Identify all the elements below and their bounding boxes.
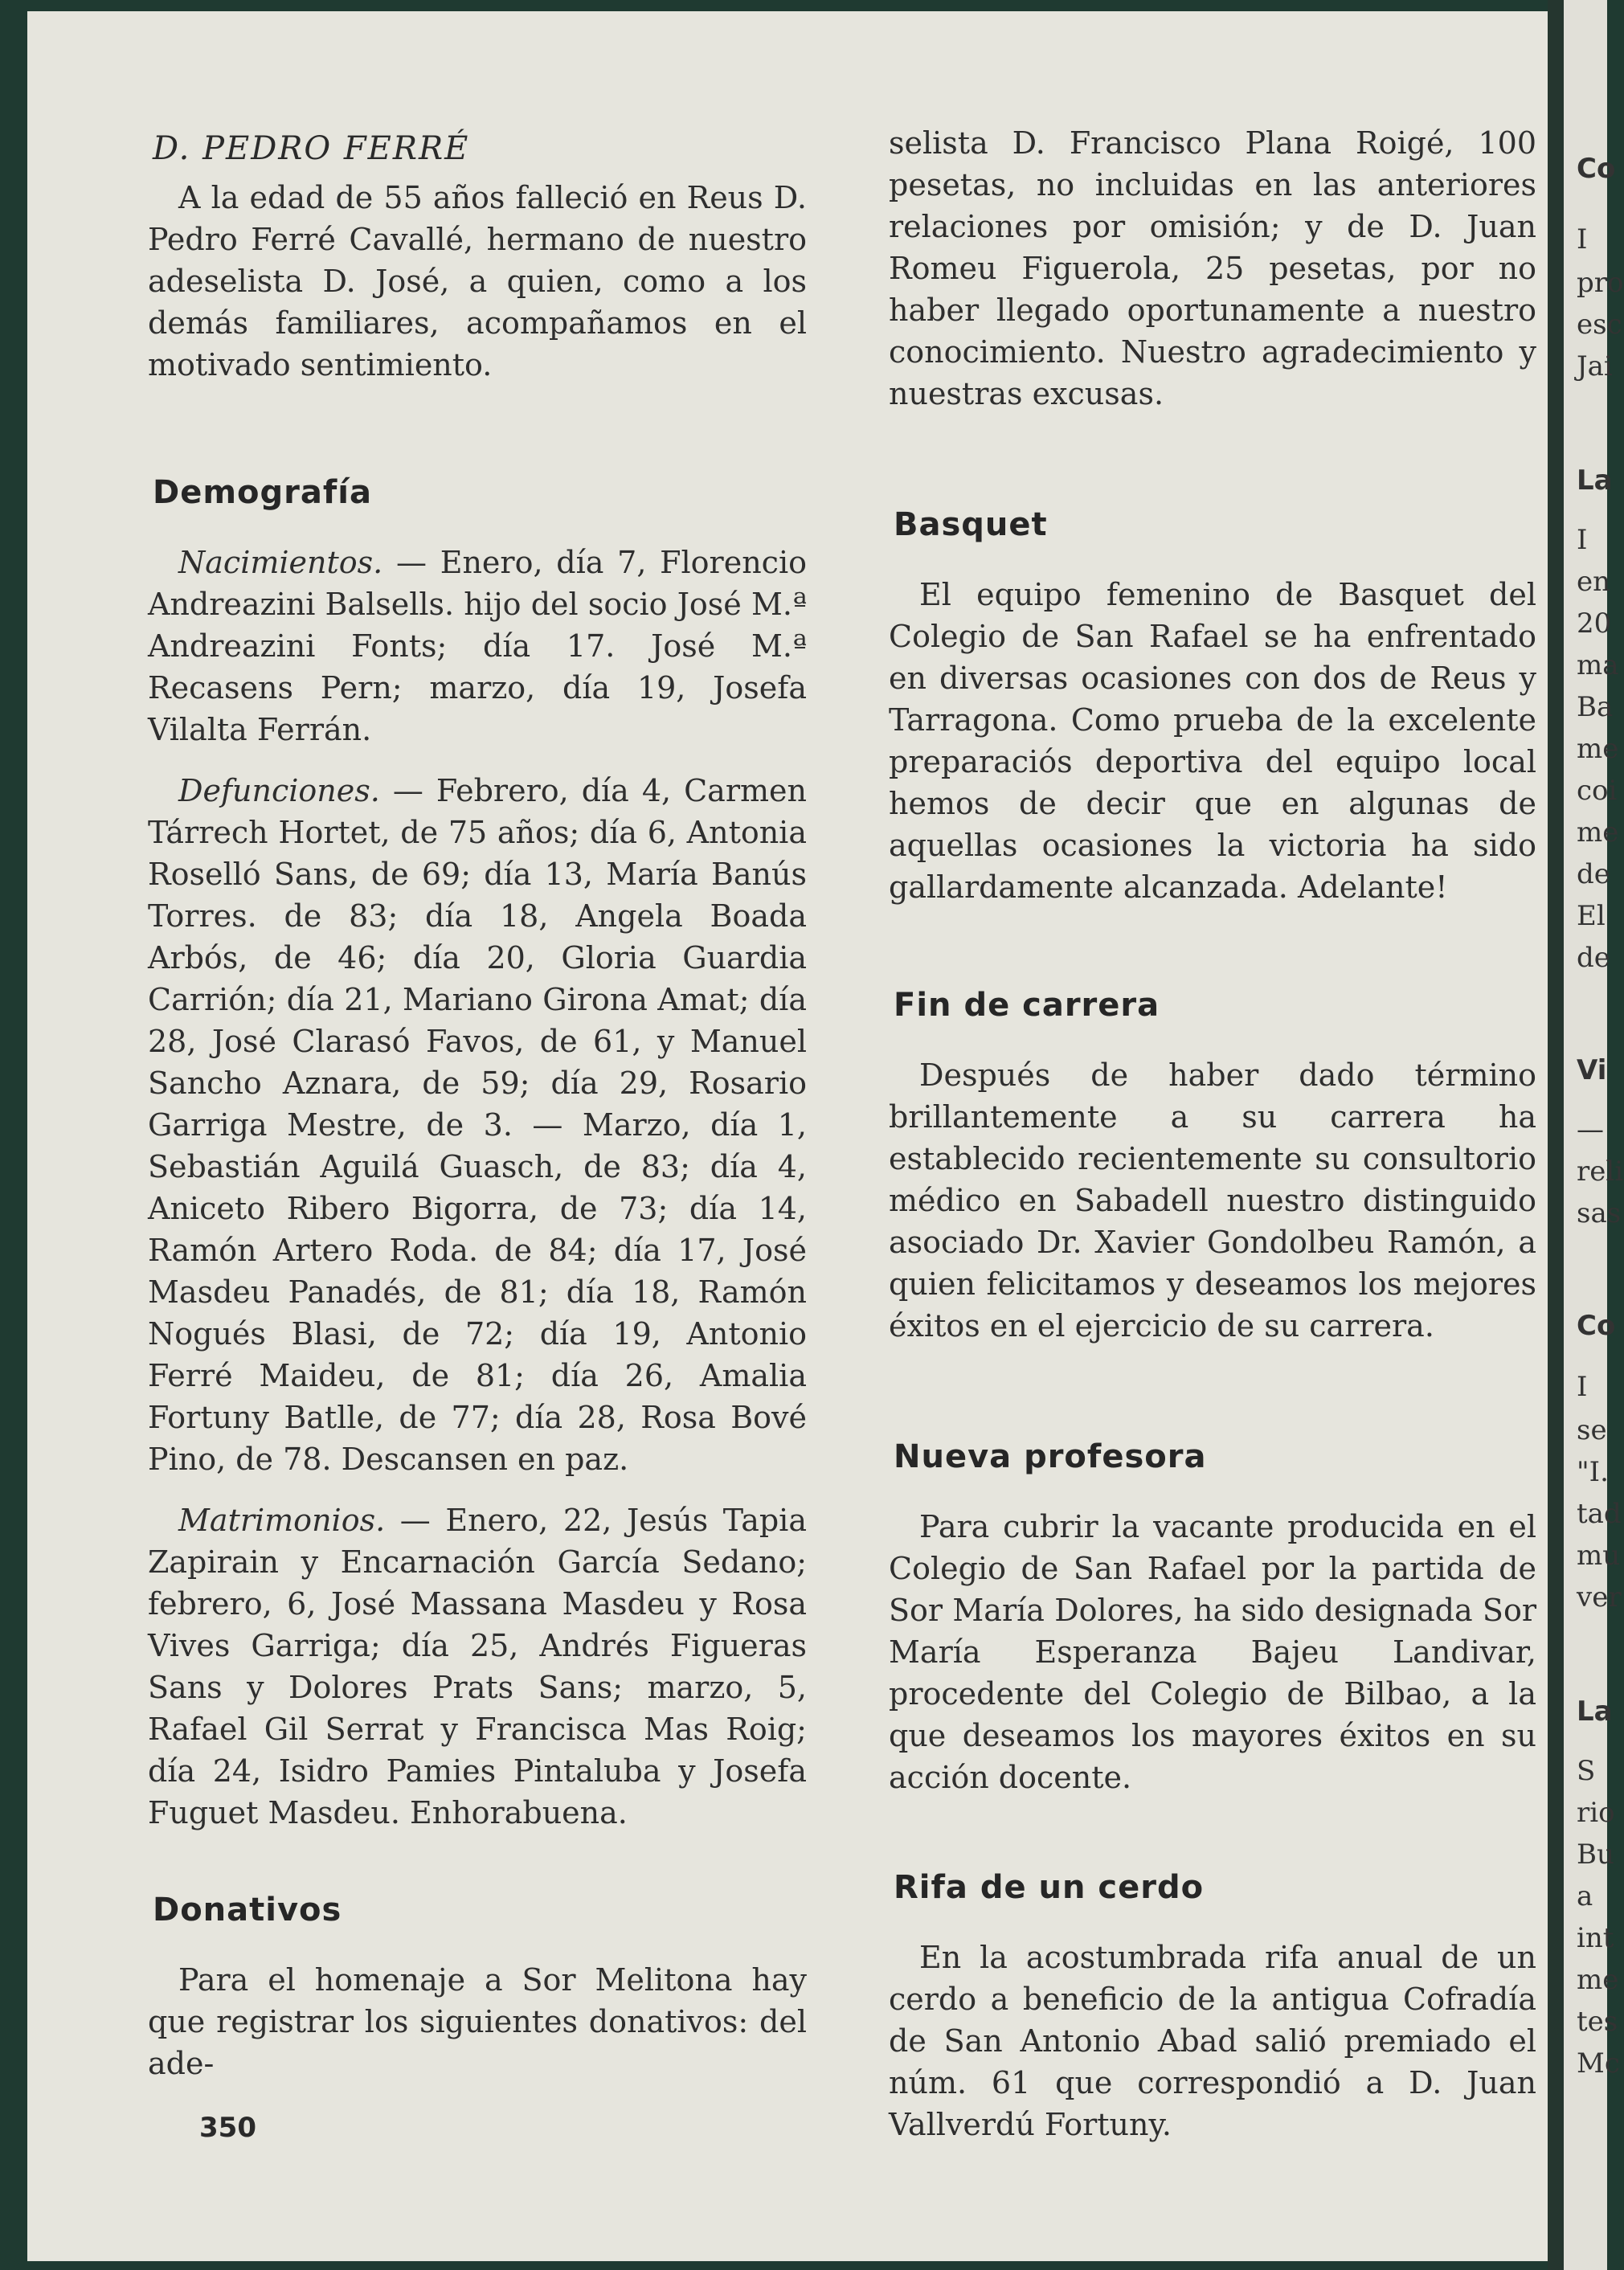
fin-de-carrera-heading: Fin de carrera [894, 987, 1160, 1024]
right-edge-fragment: mu [1577, 1540, 1621, 1572]
right-edge-fragment: a [1577, 1880, 1593, 1912]
right-edge-fragment: S [1577, 1755, 1596, 1787]
right-edge-fragment: Bu [1577, 1838, 1614, 1871]
matrimonios-lead: Matrimonios. [178, 1503, 386, 1538]
demografia-heading: Demografía [153, 474, 372, 511]
left-column [148, 122, 807, 2104]
right-edge-fragment: tad [1577, 1498, 1622, 1530]
right-page-edge [1564, 0, 1624, 2270]
right-edge-fragment: de [1577, 858, 1610, 890]
obituary-text: A la edad de 55 años falleció en Reus D. Pedro Ferré Cavallé, hermano de nuestro adeselista D. José, a quien, como a los demás familiares, acompañamos en el motivado sentimiento. [148, 180, 807, 382]
right-edge-fragment: I [1577, 524, 1588, 556]
fin-de-carrera-text: Después de haber dado término brillantemente a su carrera ha establecido recientemente su consultorio médico en Sabadell nuestro distinguido asociado Dr. Xavier Gondolbeu Ramón, a quien felicitamos y deseamos los mejores éxitos en el ejercicio de su carrera. [889, 1057, 1536, 1344]
right-edge-fragment: me [1577, 733, 1619, 765]
right-edge-fragment: I [1577, 1371, 1588, 1403]
middle-column [889, 122, 1536, 2165]
right-edge-fragment: — [1577, 1114, 1604, 1146]
donativos-continuation: selista D. Francisco Plana Roigé, 100 pesetas, no incluidas en las anteriores relaciones por omisión; y de D. Juan Romeu Figuerola, 25 pesetas, por no haber llegado oportunamente a nuestro conocimiento. Nuestro agradecimiento y nuestras excusas. [889, 125, 1536, 411]
rifa-heading: Rifa de un cerdo [894, 1869, 1205, 1906]
defunciones-paragraph [148, 770, 807, 1480]
right-edge-fragment: rio [1577, 1797, 1615, 1829]
right-edge-fragment: tes [1577, 2006, 1618, 2038]
donativos-text: Para el homenaje a Sor Melitona hay que registrar los siguientes donativos: del ade- [148, 1962, 807, 2081]
matrimonios-text: — Enero, 22, Jesús Tapia Zapirain y Encarnación García Sedano; febrero, 6, José Massana Masdeu y Rosa Vives Garriga; día 25, Andrés Figueras Sans y Dolores Prats Sans; marzo, 5, Rafael Gil Serrat y Francisca Mas Roig; día 24, Isidro Pamies Pintaluba y Josefa Fuguet Masdeu. Enhorabuena. [148, 1503, 807, 1830]
right-edge-fragment: Co [1577, 153, 1616, 185]
nueva-profesora-text: Para cubrir la vacante producida en el Colegio de San Rafael por la partida de Sor María Dolores, ha sido designada Sor María Esperanza Bajeu Landivar, procedente del Colegio de Bilbao, a la que deseamos los mayores éxitos en su acción docente. [889, 1509, 1536, 1795]
right-edge-fragment: de [1577, 942, 1610, 974]
right-edge-fragment: pro [1577, 267, 1624, 299]
right-edge-fragment: int [1577, 1922, 1614, 1954]
right-edge-fragment: Mc [1577, 2047, 1620, 2080]
rifa-text: En la acostumbrada rifa anual de un cerdo a beneficio de la antigua Cofradía de San Antonio Abad salió premiado el núm. 61 que correspondió a D. Juan Vallverdú Fortuny. [889, 1940, 1536, 2142]
nacimientos-paragraph [148, 542, 807, 751]
nacimientos-lead: Nacimientos. [178, 545, 383, 580]
page-number: 350 [199, 2112, 256, 2144]
right-edge-fragment: "I. [1577, 1456, 1609, 1488]
basquet-text: El equipo femenino de Basquet del Colegio de San Rafael se ha enfrentado en diversas ocasiones con dos de Reus y Tarragona. Como prueba de la excelente preparaciós deportiva del equipo local hemos de decir que en algunas de aquellas ocasiones la victoria ha sido gallardamente alcanzada. Adelante! [889, 577, 1536, 905]
right-edge-fragment: ma [1577, 649, 1619, 681]
right-edge-fragment: La [1577, 464, 1613, 497]
right-edge-fragment: me [1577, 816, 1619, 849]
right-edge-fragment: Co [1577, 1310, 1616, 1342]
right-edge-fragment: Ba [1577, 691, 1614, 723]
right-edge-fragment: La [1577, 1695, 1613, 1728]
defunciones-text: — Febrero, día 4, Carmen Tárrech Hortet, de 75 años; día 6, Antonia Roselló Sans, de 69; día 13, María Banús Torres. de 83; día 18, Angela Boada Arbós, de 46; día 20, Gloria Guardia Carrión; día 21, Mariano Girona Amat; día 28, José Clarasó Favos, de 61, y Manuel Sancho Aznara, de 59; día 29, Rosario Garriga Mestre, de 3. — Marzo, día 1, Sebastián Aguilá Guasch, de 83; día 4, Aniceto Ribero Bigorra, de 73; día 14, Ramón Artero Roda. de 84; día 17, José Masdeu Panadés, de 81; día 18, Ramón Nogués Blasi, de 72; día 19, Antonio Ferré Maideu, de 81; día 26, Amalia Fortuny Batlle, de 77; día 28, Rosa Bové Pino, de 78. Descansen en paz. [148, 773, 807, 1477]
nacimientos-text: — Enero, día 7, Florencio Andreazini Balsells. hijo del socio José M.ª Andreazini Fonts; día 17. José M.ª Recasens Pern; marzo, día 19, Josefa Vilalta Ferrán. [148, 545, 807, 747]
right-edge-fragment: ver [1577, 1581, 1622, 1614]
right-edge-fragment: 20 [1577, 607, 1612, 640]
obituary-byline: D. PEDRO FERRÉ [153, 130, 470, 167]
right-edge-fragment: se [1577, 1414, 1607, 1446]
basquet-heading: Basquet [894, 506, 1048, 543]
donativos-heading: Donativos [153, 1892, 342, 1928]
nueva-profesora-heading: Nueva profesora [894, 1438, 1207, 1475]
right-edge-fragment: Vi [1577, 1054, 1607, 1086]
defunciones-lead: Defunciones. [178, 773, 380, 808]
right-edge-fragment: El [1577, 900, 1606, 932]
right-edge-fragment: esc [1577, 309, 1622, 341]
right-edge-fragment: coi [1577, 775, 1618, 807]
right-edge-fragment: Jai [1577, 350, 1613, 382]
matrimonios-paragraph [148, 1499, 807, 1834]
right-edge-fragment: reli [1577, 1155, 1624, 1188]
right-edge-fragment: me [1577, 1964, 1619, 1996]
right-edge-fragment: en [1577, 566, 1611, 598]
right-edge-fragment: sas [1577, 1197, 1622, 1229]
right-edge-fragment: I [1577, 223, 1588, 256]
